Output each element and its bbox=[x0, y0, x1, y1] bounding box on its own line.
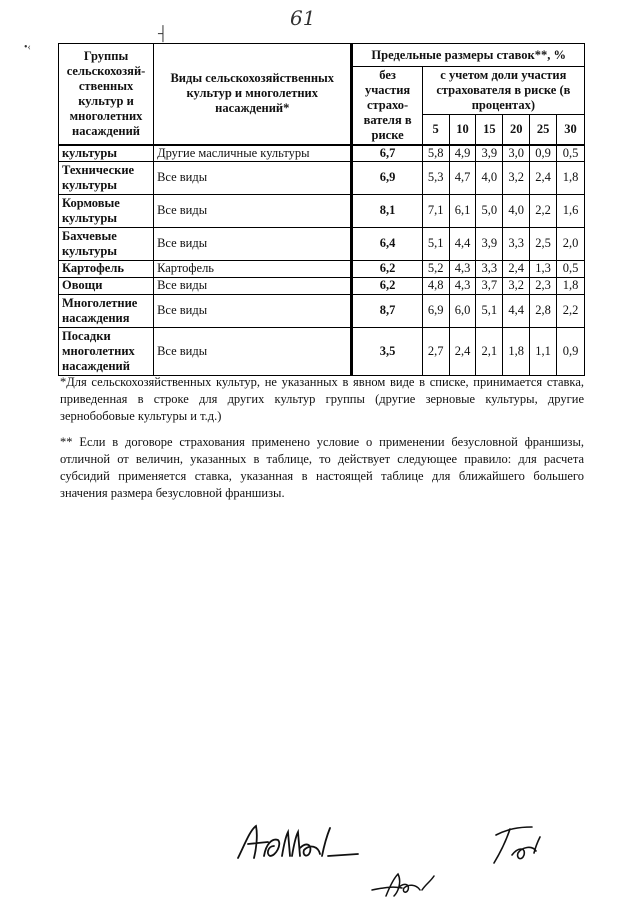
kind-cell: Другие масличные культуры bbox=[154, 145, 352, 162]
header-share: 30 bbox=[557, 115, 585, 145]
signature-right bbox=[488, 823, 548, 869]
rate-cell: 0,5 bbox=[557, 260, 585, 277]
rate-cell: 2,8 bbox=[530, 294, 557, 327]
kind-cell: Все виды bbox=[154, 327, 352, 375]
rate-cell: 7,1 bbox=[422, 194, 449, 227]
header-with-participation: с учетом доли участия страхователя в риске (в процентах) bbox=[422, 67, 584, 115]
group-cell: Технические культуры bbox=[59, 161, 154, 194]
rate-cell: 2,5 bbox=[530, 227, 557, 260]
table-row bbox=[59, 277, 585, 294]
table-row bbox=[59, 294, 585, 327]
rate-cell: 5,2 bbox=[422, 260, 449, 277]
page-number: 61 bbox=[290, 6, 316, 30]
rate-cell: 3,2 bbox=[503, 277, 530, 294]
kind-cell: Картофель bbox=[154, 260, 352, 277]
base-rate-cell: 6,2 bbox=[352, 260, 422, 277]
rate-cell: 4,0 bbox=[476, 161, 503, 194]
rate-cell: 2,7 bbox=[422, 327, 449, 375]
rate-cell: 4,4 bbox=[449, 227, 476, 260]
rate-cell: 2,4 bbox=[530, 161, 557, 194]
rate-cell: 0,9 bbox=[557, 327, 585, 375]
rate-cell: 1,1 bbox=[530, 327, 557, 375]
rate-cell: 4,3 bbox=[449, 260, 476, 277]
rate-cell: 1,3 bbox=[530, 260, 557, 277]
rate-cell: 3,7 bbox=[476, 277, 503, 294]
rate-cell: 2,3 bbox=[530, 277, 557, 294]
header-share: 15 bbox=[476, 115, 503, 145]
group-cell: Кормовые культуры bbox=[59, 194, 154, 227]
rate-cell: 5,8 bbox=[422, 145, 449, 162]
header-share: 25 bbox=[530, 115, 557, 145]
header-share: 20 bbox=[503, 115, 530, 145]
rate-cell: 1,8 bbox=[557, 161, 585, 194]
rate-cell: 3,9 bbox=[476, 227, 503, 260]
table-row bbox=[59, 161, 585, 194]
kind-cell: Все виды bbox=[154, 277, 352, 294]
base-rate-cell: 8,1 bbox=[352, 194, 422, 227]
rate-cell: 5,1 bbox=[422, 227, 449, 260]
kind-cell: Все виды bbox=[154, 294, 352, 327]
rate-cell: 4,3 bbox=[449, 277, 476, 294]
rate-cell: 6,0 bbox=[449, 294, 476, 327]
rate-cell: 4,0 bbox=[503, 194, 530, 227]
rate-cell: 1,8 bbox=[557, 277, 585, 294]
rate-cell: 4,4 bbox=[503, 294, 530, 327]
rate-cell: 4,9 bbox=[449, 145, 476, 162]
rate-cell: 5,1 bbox=[476, 294, 503, 327]
base-rate-cell: 3,5 bbox=[352, 327, 422, 375]
table-row bbox=[59, 327, 585, 375]
rate-cell: 4,7 bbox=[449, 161, 476, 194]
header-groups: Группы сельскохозяйственных культур и многолетних насаждений bbox=[59, 44, 154, 145]
group-cell: культуры bbox=[59, 145, 154, 162]
base-rate-cell: 8,7 bbox=[352, 294, 422, 327]
base-rate-cell: 6,4 bbox=[352, 227, 422, 260]
footnote-franchise: ** Если в договоре страхования применено условие о применении безусловной франшизы, отличной от величин, указанных в таблице, то действует следующее правило: для расчета субсидий применяется ставка, указанная в настоящей таблице для ближайшего большего значения размера безусловной франшизы. bbox=[60, 435, 584, 500]
margin-dot: •‹ bbox=[24, 42, 31, 53]
kind-cell: Все виды bbox=[154, 194, 352, 227]
group-cell: Бахчевые культуры bbox=[59, 227, 154, 260]
base-rate-cell: 6,7 bbox=[352, 145, 422, 162]
margin-mark: ┤ bbox=[158, 27, 168, 42]
table-row bbox=[59, 260, 585, 277]
header-share: 5 bbox=[422, 115, 449, 145]
header-no-participation: без участия страхователя в риске bbox=[352, 67, 422, 145]
rate-cell: 2,4 bbox=[449, 327, 476, 375]
rate-cell: 2,1 bbox=[476, 327, 503, 375]
rate-cell: 1,8 bbox=[503, 327, 530, 375]
rate-cell: 5,0 bbox=[476, 194, 503, 227]
footnote-crops: *Для сельскохозяйственных культур, не указанных в явном виде в списке, принимается ставка, приведенная в строке для других культур группы (другие зерновые культуры, другие зернобобовые культуры и т.д.) bbox=[60, 375, 584, 423]
rate-cell: 6,9 bbox=[422, 294, 449, 327]
rate-cell: 6,1 bbox=[449, 194, 476, 227]
kind-cell: Все виды bbox=[154, 227, 352, 260]
rate-cell: 2,4 bbox=[503, 260, 530, 277]
rate-cell: 0,5 bbox=[557, 145, 585, 162]
rate-cell: 2,0 bbox=[557, 227, 585, 260]
rate-cell: 3,2 bbox=[503, 161, 530, 194]
footnotes bbox=[60, 374, 584, 511]
rate-cell: 5,3 bbox=[422, 161, 449, 194]
signature-left bbox=[234, 816, 366, 866]
rate-cell: 3,3 bbox=[476, 260, 503, 277]
base-rate-cell: 6,9 bbox=[352, 161, 422, 194]
group-cell: Овощи bbox=[59, 277, 154, 294]
signature-bottom bbox=[368, 870, 444, 900]
table-row bbox=[59, 194, 585, 227]
table-row bbox=[59, 227, 585, 260]
header-share: 10 bbox=[449, 115, 476, 145]
group-cell: Посадки многолетних насаждений bbox=[59, 327, 154, 375]
rate-cell: 1,6 bbox=[557, 194, 585, 227]
insurance-rates-table bbox=[58, 43, 585, 376]
group-cell: Картофель bbox=[59, 260, 154, 277]
kind-cell: Все виды bbox=[154, 161, 352, 194]
header-max-rates: Предельные размеры ставок**, % bbox=[352, 44, 585, 67]
base-rate-cell: 6,2 bbox=[352, 277, 422, 294]
rate-cell: 4,8 bbox=[422, 277, 449, 294]
group-cell: Многолетние насаждения bbox=[59, 294, 154, 327]
rate-cell: 3,9 bbox=[476, 145, 503, 162]
header-kinds: Виды сельскохозяйственных культур и многолетних насаждений* bbox=[154, 44, 352, 145]
rate-cell: 2,2 bbox=[530, 194, 557, 227]
table-row bbox=[59, 145, 585, 162]
rate-cell: 3,0 bbox=[503, 145, 530, 162]
rate-cell: 0,9 bbox=[530, 145, 557, 162]
rate-cell: 2,2 bbox=[557, 294, 585, 327]
rate-cell: 3,3 bbox=[503, 227, 530, 260]
